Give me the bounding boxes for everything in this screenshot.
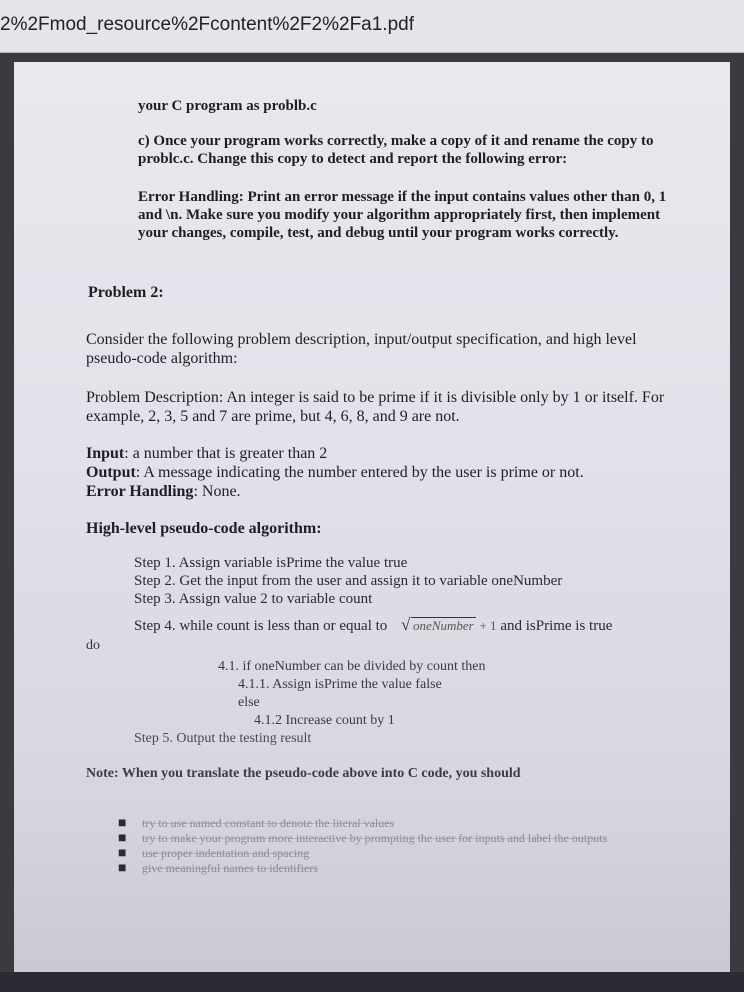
problem-2-heading: Problem 2: [88, 284, 164, 301]
list-item: ■ use proper indentation and spacing [118, 846, 310, 861]
algorithm-steps [134, 554, 562, 608]
step-3: Step 3. Assign value 2 to variable count [134, 591, 373, 607]
pdf-page [14, 62, 730, 978]
algorithm-heading: High-level pseudo-code algorithm: [86, 520, 322, 537]
step-5: Step 5. Output the testing result [134, 731, 312, 746]
list-item: ■ try to use named constant to denote the literal values [118, 816, 395, 831]
taskbar-edge [0, 972, 744, 992]
step-2: Step 2. Get the input from the user and assign it to variable oneNumber [134, 573, 563, 589]
sqrt-symbol-icon: √ [401, 615, 411, 634]
note-line: Note: When you translate the pseudo-code above into C code, you should [86, 766, 521, 781]
error-handling-paragraph [138, 188, 678, 242]
error-handling-label: Error Handling: [138, 189, 244, 205]
step-4-1-1: 4.1.1. Assign isPrime the value false [238, 677, 442, 692]
consider-paragraph: Consider the following problem description, input/output specification, and high level pseudo-code algorithm: [86, 331, 637, 367]
step-4-1-2: 4.1.2 Increase count by 1 [254, 713, 395, 728]
bullet-icon: ■ [118, 816, 127, 831]
error-line: Error Handling: None. [86, 483, 241, 500]
step-4-1: 4.1. if oneNumber can be divided by count then [218, 659, 486, 674]
problem-description: Problem Description: An integer is said to be prime if it is divisible only by 1 or itself. For example, 2, 3, 5 and 7 are prime, but 4, 6, 8, and 9 are not. [86, 389, 665, 425]
error-handling-text: Print an error message if the input contains values other than 0, 1 and \n. Make sure you modify your algorithm appropriately first, then implement your changes, compile, test, and debug until your program works correctly. [138, 189, 667, 241]
note-bullet-list [118, 816, 658, 876]
list-item: ■ give meaningful names to identifiers [118, 861, 318, 876]
tab-title[interactable]: 2%2Fmod_resource%2Fcontent%2F2%2Fa1.pdf [0, 14, 415, 35]
bullet-icon: ■ [118, 831, 127, 846]
step-4: Step 4. while count is less than or equal to √ oneNumber + 1 and isPrime is true [134, 615, 613, 634]
bullet-icon: ■ [118, 861, 127, 876]
output-line: Output: A message indicating the number entered by the user is prime or not. [86, 464, 584, 481]
part-c-paragraph: c) Once your program works correctly, make a copy of it and rename the copy to problc.c. Change this copy to detect and report the following error: [138, 133, 654, 167]
io-spec [86, 444, 584, 501]
else-keyword: else [238, 695, 260, 710]
sqrt-expression: √ oneNumber [401, 615, 474, 634]
list-item: ■ try to make your program more interactive by prompting the user for inputs and label the outputs [118, 831, 608, 846]
continuation-line: your C program as problb.c [138, 98, 317, 114]
step-1: Step 1. Assign variable isPrime the value true [134, 555, 408, 571]
input-line: Input: a number that is greater than 2 [86, 445, 328, 462]
browser-tab-bar [0, 0, 744, 53]
do-keyword: do [86, 638, 100, 653]
bullet-icon: ■ [118, 846, 127, 861]
